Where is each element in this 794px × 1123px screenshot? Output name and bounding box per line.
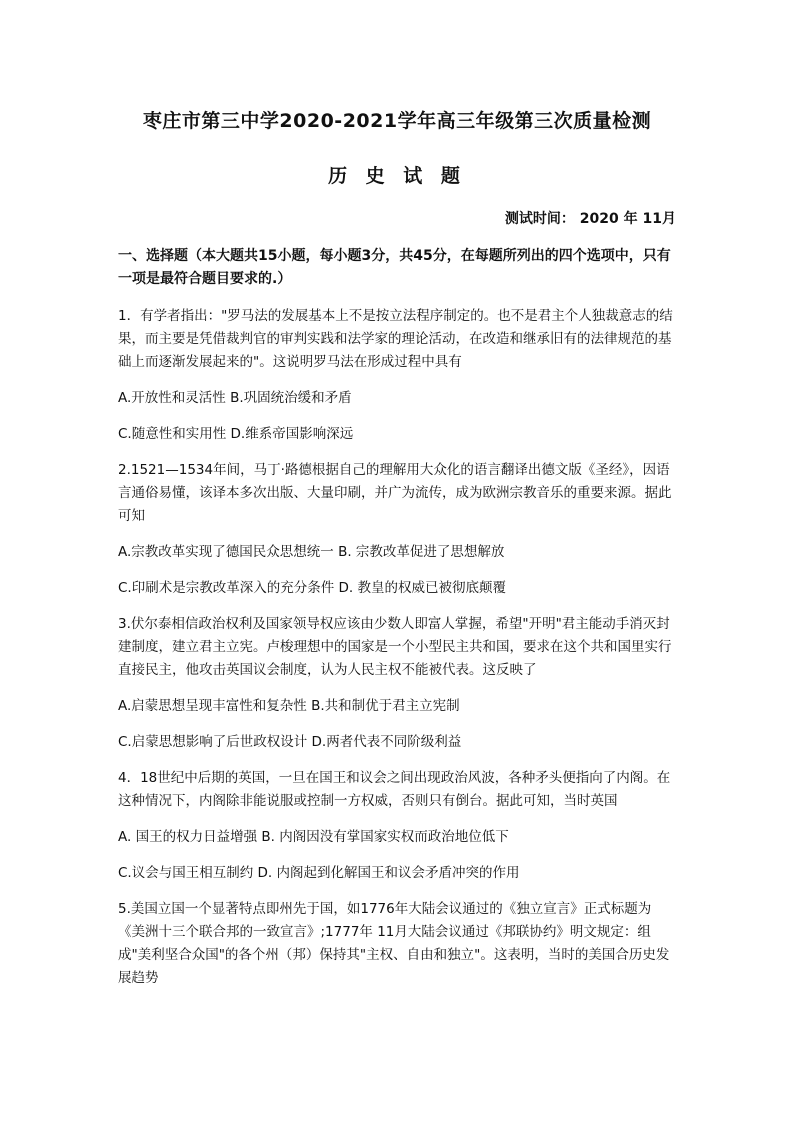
section-heading: 一、选择题（本大题共15小题，每小题3分，共45分，在每题所列出的四个选项中，只有一项是最符合题目要求的.）: [118, 248, 671, 287]
question-2-options-cd: C.印刷术是宗教改革深入的充分条件 D. 教皇的权威已被彻底颠覆: [118, 580, 506, 596]
question-3-stem: 3.伏尔泰相信政治权利及国家领导权应该由少数人即富人掌握，希望"开明"君主能动手消灭封建制度，建立君主立宪。卢梭理想中的国家是一个小型民主共和国，要求在这个共和国里实行直接民主，他攻击英国议会制度，认为人民主权不能被代表。这反映了: [118, 616, 672, 678]
question-1-stem: 1．有学者指出："罗马法的发展基本上不是按立法程序制定的。也不是君主个人独裁意志的结果，而主要是凭借裁判官的审判实践和法学家的理论活动，在改造和继承旧有的法律规范的基础上而逐渐发展起来的"。这说明罗马法在形成过程中具有: [118, 308, 673, 370]
test-time: 测试时间： 2020 年 11月: [504, 211, 676, 227]
question-4-options-cd: C.议会与国王相互制约 D. 内阁起到化解国王和议会矛盾冲突的作用: [118, 865, 520, 881]
question-4-options-ab: A. 国王的权力日益增强 B. 内阁因没有掌国家实权而政治地位低下: [118, 829, 509, 845]
question-2-stem: 2.1521—1534年间，马丁·路德根据自己的理解用大众化的语言翻译出德文版《圣经》，因语言通俗易懂，该译本多次出版、大量印刷，并广为流传，成为欧洲宗教音乐的重要来源。据此可知: [118, 462, 672, 524]
question-3-options-cd: C.启蒙思想影响了后世政权设计 D.两者代表不同阶级利益: [118, 734, 462, 750]
question-4-stem: 4．18世纪中后期的英国，一旦在国王和议会之间出现政治风波，各种矛头便指向了内阁。在这种情况下，内阁除非能说服或控制一方权威，否则只有倒台。据此可知，当时英国: [118, 770, 671, 809]
exam-title: 枣庄市第三中学2020-2021学年高三年级第三次质量检测: [142, 110, 652, 132]
question-5-stem: 5.美国立国一个显著特点即州先于国，如1776年大陆会议通过的《独立宣言》正式标题为《美洲十三个联合邦的一致宣言》;1777年 11月大陆会议通过《邦联协约》明文规定：组成"美利坚合众国"的各个州（邦）保持其"主权、自由和独立"。这表明，当时的美国合历史发展趋势: [118, 901, 670, 986]
question-3-options-ab: A.启蒙思想呈现丰富性和复杂性 B.共和制优于君主立宪制: [118, 698, 460, 714]
exam-content: [118, 245, 678, 1003]
question-2-options-ab: A.宗教改革实现了德国民众思想统一 B. 宗教改革促进了思想解放: [118, 544, 505, 560]
exam-subject: 历 史 试 题: [328, 165, 466, 187]
question-1-options-cd: C.随意性和实用性 D.维系帝国影响深远: [118, 426, 354, 442]
question-1-options-ab: A.开放性和灵活性 B.巩固统治缓和矛盾: [118, 390, 352, 406]
